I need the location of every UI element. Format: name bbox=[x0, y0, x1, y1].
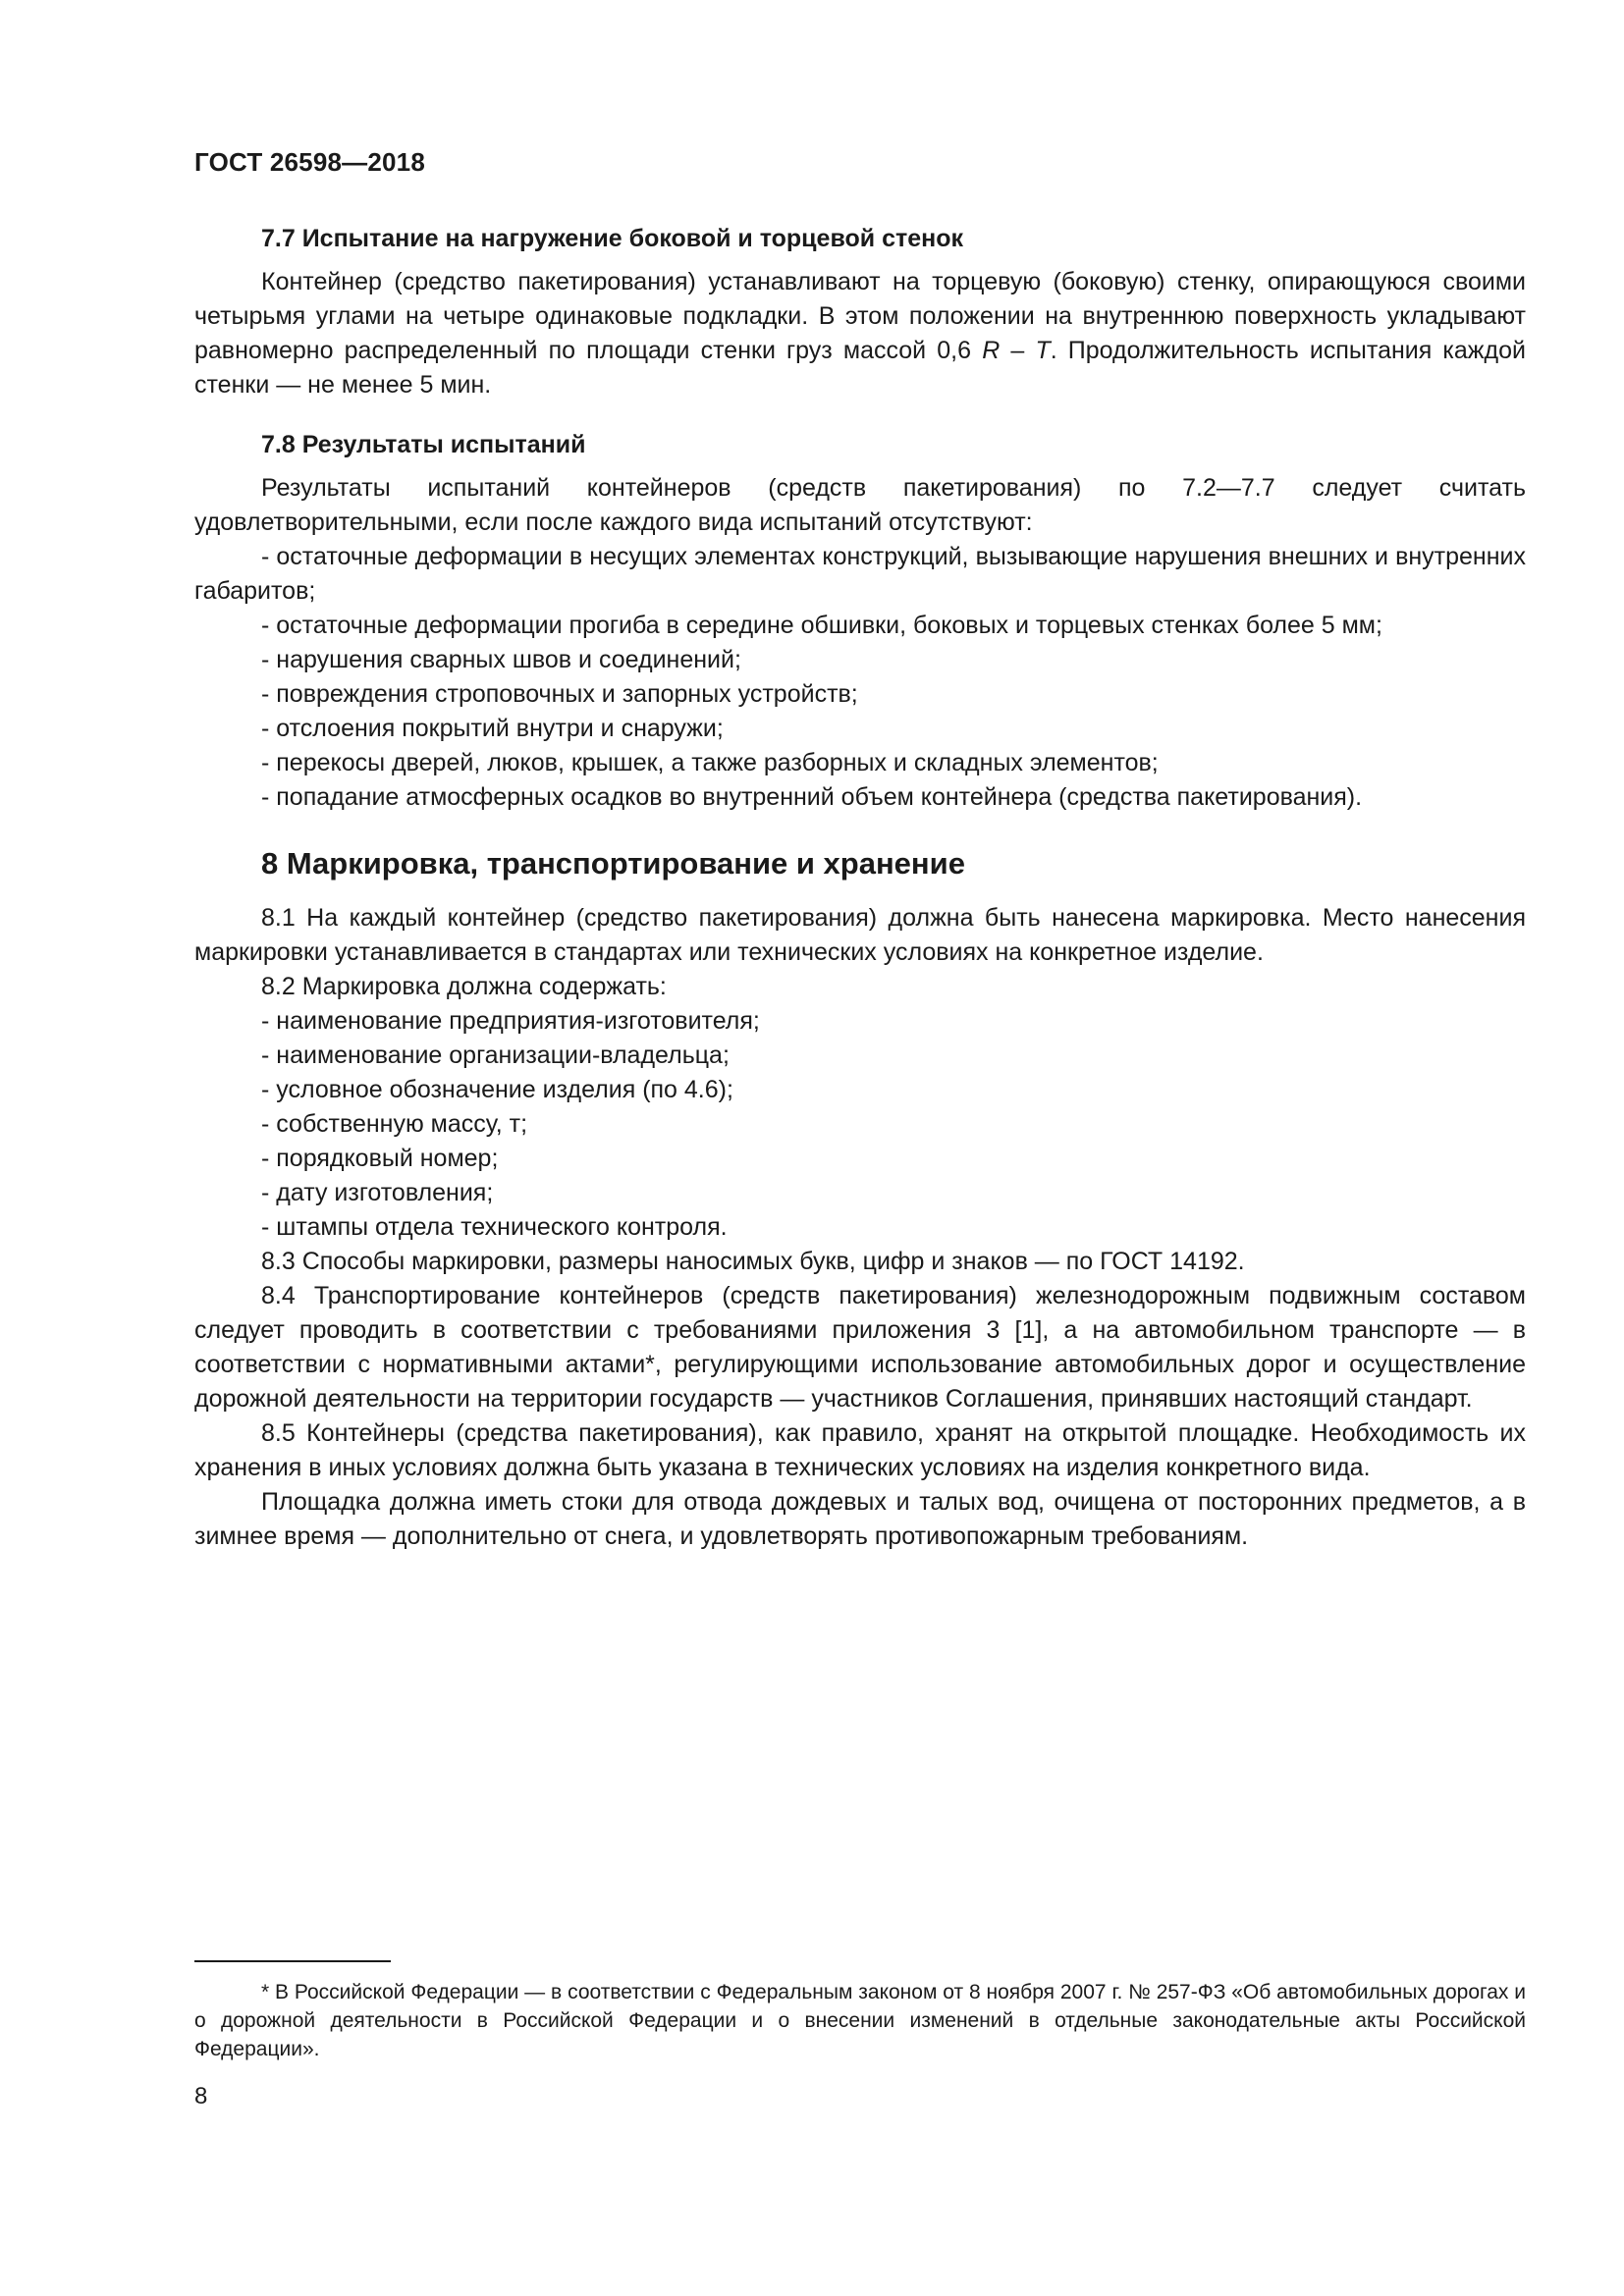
variable-r: R bbox=[982, 337, 1001, 364]
list-item: - остаточные деформации прогиба в середине обшивки, боковых и торцевых стенках более 5 мм; bbox=[261, 612, 1382, 639]
minus-sign: – bbox=[1000, 337, 1036, 364]
list-item: - собственную массу, т; bbox=[261, 1110, 528, 1138]
section-7-7-paragraph bbox=[194, 265, 1526, 402]
section-7-7-text-b: . Продолжительность испытания каждой стенки — не менее 5 мин. bbox=[194, 337, 1526, 399]
document-body bbox=[194, 222, 1526, 1554]
list-item: - наименование предприятия-изготовителя; bbox=[261, 1007, 760, 1035]
list-item: - попадание атмосферных осадков во внутренний объем контейнера (средства пакетирования). bbox=[261, 783, 1363, 811]
list-item: - порядковый номер; bbox=[261, 1145, 499, 1172]
footnote: * В Российской Федерации — в соответствии с Федеральным законом от 8 ноября 2007 г. № 257-ФЗ «Об автомобильных дорогах и о дорожной деятельности в Российской Федерации и о внесении изменений в отдельные законодательные акты Российской Федерации». bbox=[194, 1981, 1526, 2060]
paragraph-8-6: Площадка должна иметь стоки для отвода дождевых и талых вод, очищена от посторонних предметов, а в зимнее время — дополнительно от снега, и удовлетворять противопожарным требованиям. bbox=[194, 1488, 1526, 1550]
section-7-8-heading: 7.8 Результаты испытаний bbox=[261, 431, 586, 458]
page-number: 8 bbox=[194, 2083, 208, 2109]
section-7-7-text-a: Контейнер (средство пакетирования) устанавливают на торцевую (боковую) стенку, опирающуюся своими четырьмя углами на четыре одинаковые подкладки. В этом положении на внутреннюю поверхность укладывают равномерно распределенный по площади стенки груз массой 0,6 bbox=[194, 268, 1526, 364]
paragraph-8-4: 8.4 Транспортирование контейнеров (средств пакетирования) железнодорожным подвижным составом следует проводить в соответствии с требованиями приложения 3 [1], а на автомобильном транспорте — в соответствии с нормативными актами*, регулирующими использование автомобильных дорог и осуществление дорожной деятельности на территории государств — участников Соглашения, принявших настоящий стандарт. bbox=[194, 1282, 1526, 1413]
footnote-divider bbox=[194, 1960, 391, 1962]
section-7-8-intro: Результаты испытаний контейнеров (средств пакетирования) по 7.2—7.7 следует считать удовлетворительными, если после каждого вида испытаний отсутствуют: bbox=[194, 474, 1526, 536]
paragraph-8-5: 8.5 Контейнеры (средства пакетирования), как правило, хранят на открытой площадке. Необходимость их хранения в иных условиях должна быть указана в технических условиях на изделия конкретного вида. bbox=[194, 1419, 1526, 1481]
list-item: - условное обозначение изделия (по 4.6); bbox=[261, 1076, 733, 1103]
paragraph-8-3: 8.3 Способы маркировки, размеры наносимых букв, цифр и знаков — по ГОСТ 14192. bbox=[261, 1248, 1245, 1275]
paragraph-8-2: 8.2 Маркировка должна содержать: bbox=[261, 973, 667, 1000]
section-7-7-heading: 7.7 Испытание на нагружение боковой и торцевой стенок bbox=[261, 225, 964, 252]
list-item: - повреждения строповочных и запорных устройств; bbox=[261, 680, 858, 708]
document-header: ГОСТ 26598—2018 bbox=[194, 147, 425, 177]
variable-t: T bbox=[1035, 337, 1051, 364]
list-item: - дату изготовления; bbox=[261, 1179, 494, 1206]
list-item: - отслоения покрытий внутри и снаружи; bbox=[261, 715, 724, 742]
section-8-heading: 8 Маркировка, транспортирование и хранение bbox=[261, 846, 965, 881]
list-item: - наименование организации-владельца; bbox=[261, 1041, 730, 1069]
list-item: - нарушения сварных швов и соединений; bbox=[261, 646, 741, 673]
list-item: - остаточные деформации в несущих элементах конструкций, вызывающие нарушения внешних и внутренних габаритов; bbox=[194, 543, 1526, 605]
paragraph-8-1: 8.1 На каждый контейнер (средство пакетирования) должна быть нанесена маркировка. Место нанесения маркировки устанавливается в стандартах или технических условиях на конкретное изделие. bbox=[194, 904, 1526, 966]
list-item: - штампы отдела технического контроля. bbox=[261, 1213, 728, 1241]
list-item: - перекосы дверей, люков, крышек, а также разборных и складных элементов; bbox=[261, 749, 1159, 776]
